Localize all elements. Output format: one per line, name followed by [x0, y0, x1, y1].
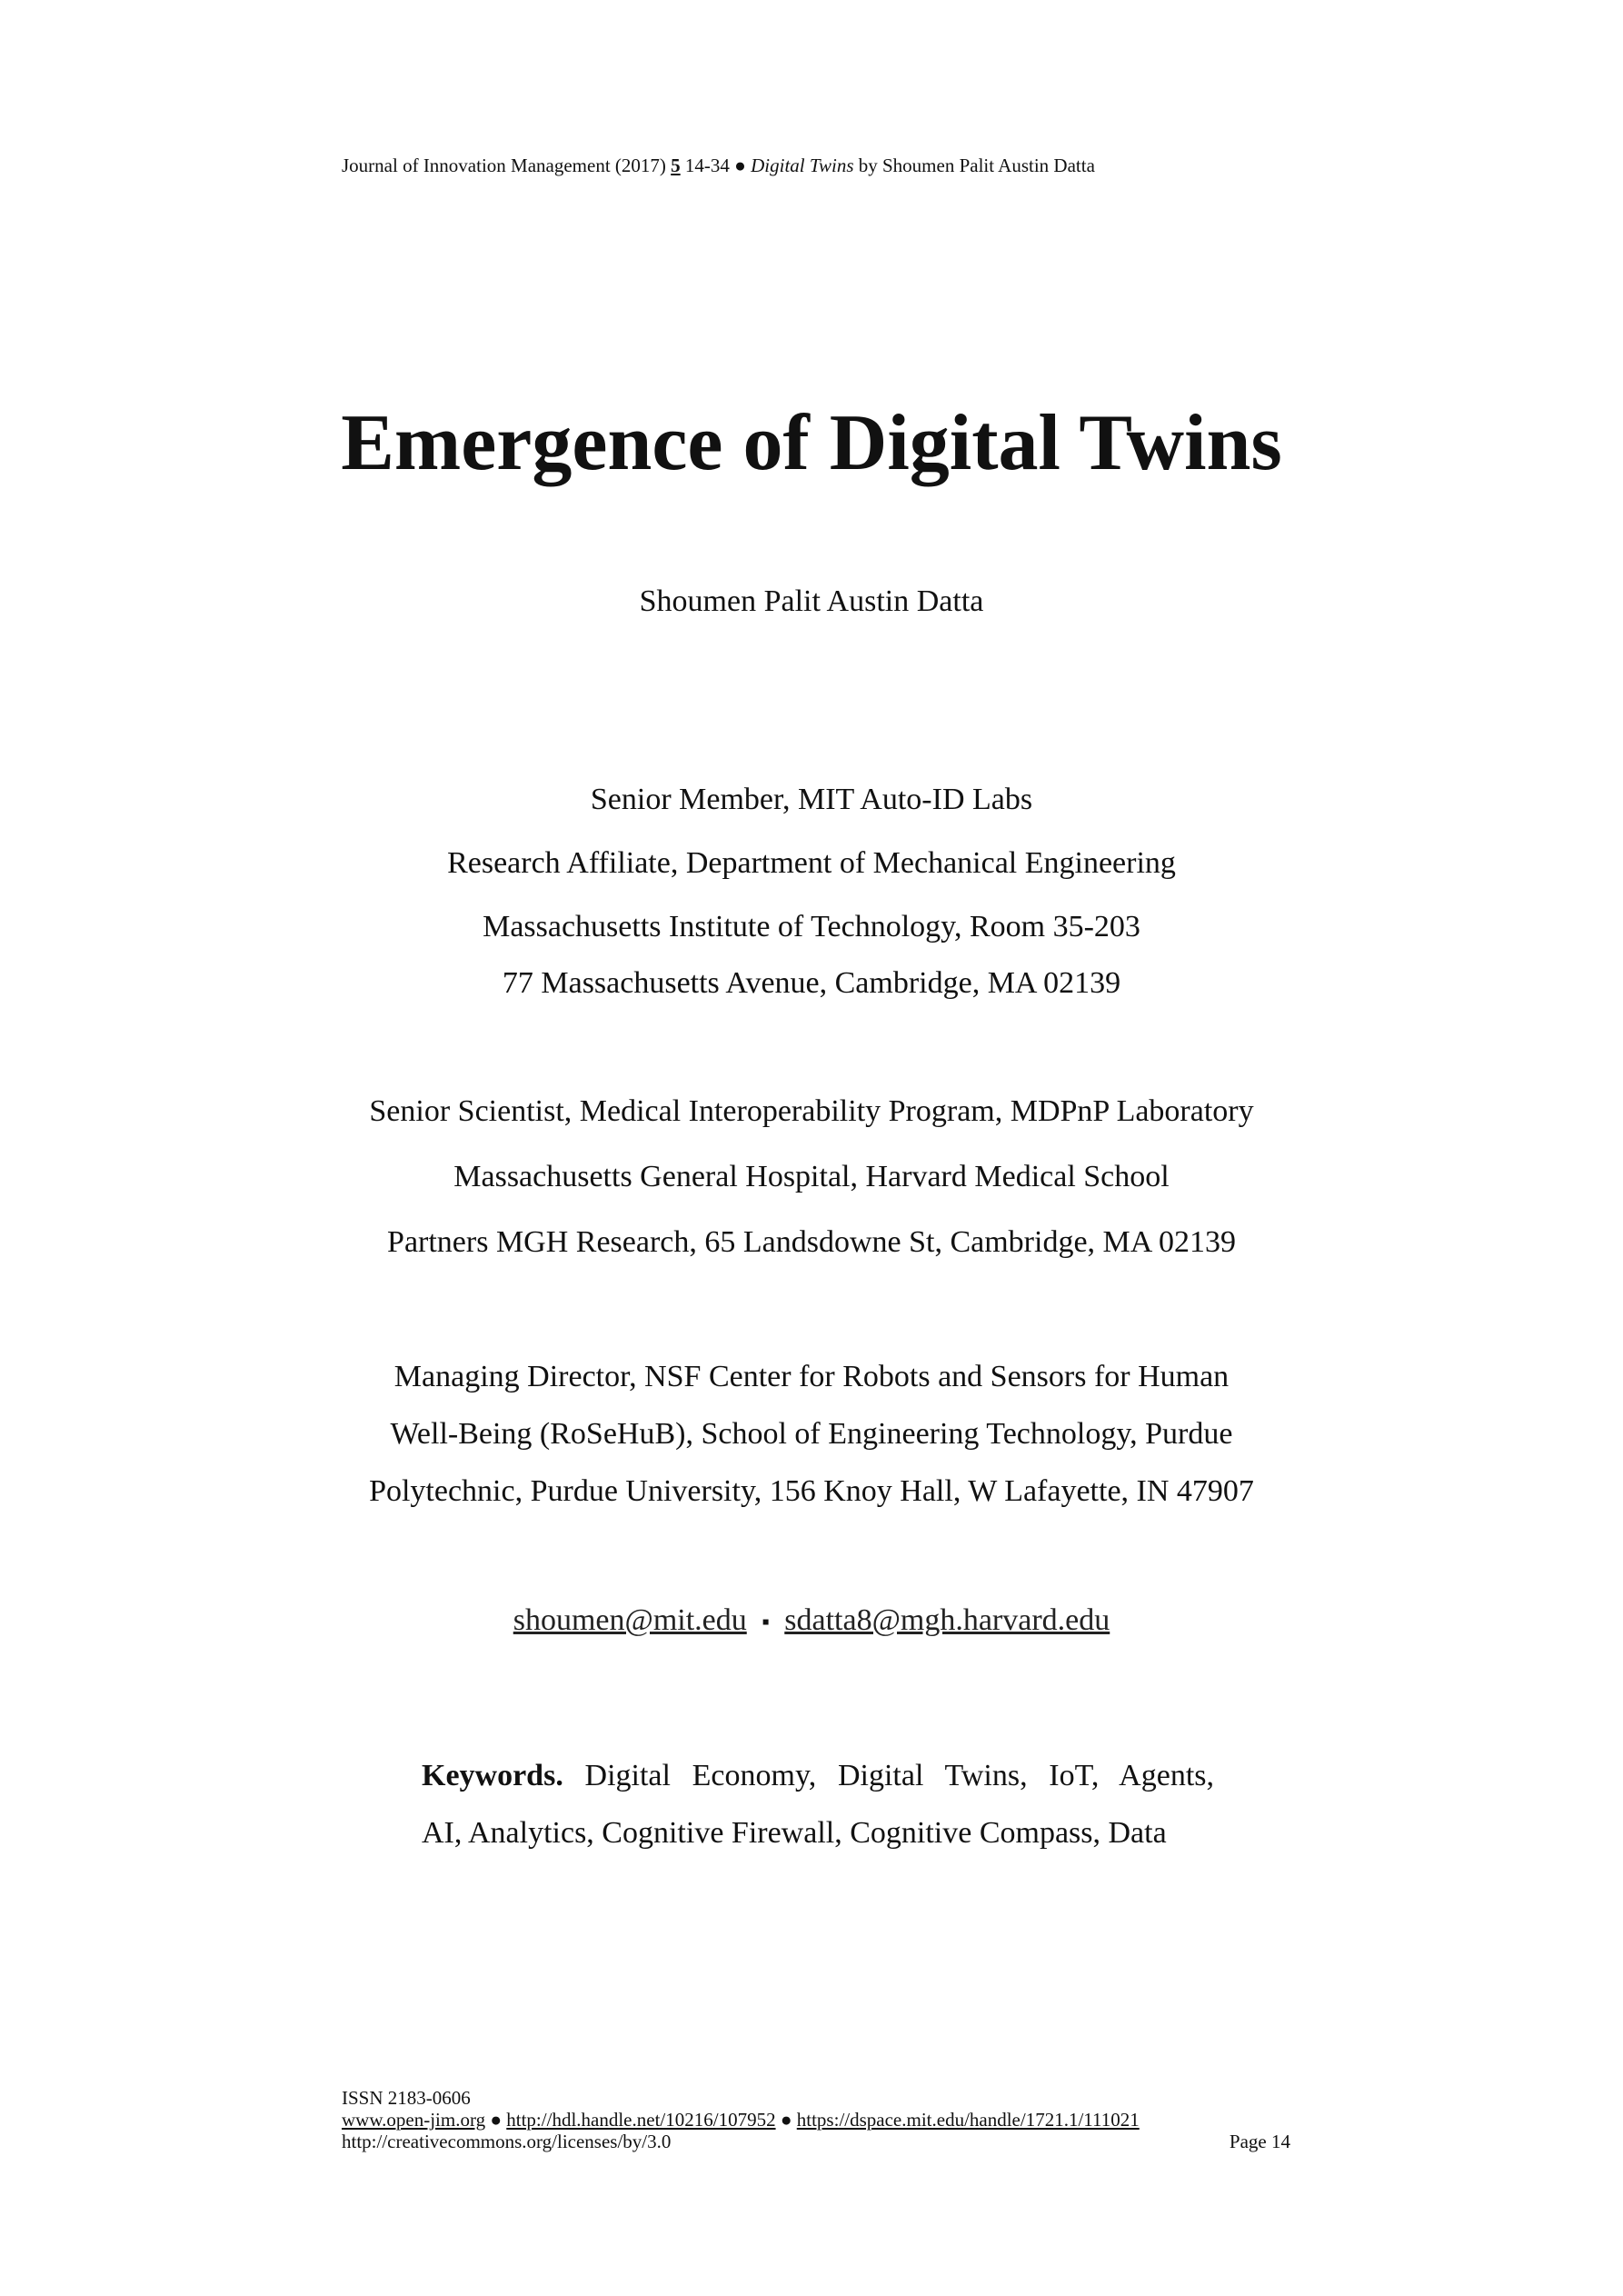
page-number: Page 14: [1229, 2131, 1290, 2152]
affiliation-line: Research Affiliate, Department of Mechanical Engineering: [447, 846, 1176, 880]
affiliation-line: Well-Being (RoSeHuB), School of Engineering Technology, Purdue: [390, 1417, 1233, 1451]
running-header: [342, 155, 1095, 177]
footer-license-row: [342, 2131, 1290, 2152]
affiliation-mit: [0, 783, 1623, 1001]
header-bullet: ●: [734, 155, 746, 176]
keywords-text-1: Digital Economy, Digital Twins, IoT, Agents,: [584, 1759, 1215, 1792]
affiliation-line: Senior Scientist, Medical Interoperability Program, MDPnP Laboratory: [369, 1094, 1254, 1128]
keywords-label: Keywords.: [422, 1759, 563, 1792]
author-name: Shoumen Palit Austin Datta: [639, 584, 984, 618]
affiliation-line: Partners MGH Research, 65 Landsdowne St, Cambridge, MA 02139: [387, 1225, 1236, 1259]
affiliation-mgh: [0, 1094, 1623, 1260]
page-footer: [342, 2087, 1290, 2152]
license-url: http://creativecommons.org/licenses/by/3.0: [342, 2131, 672, 2152]
header-author: by Shoumen Palit Austin Datta: [858, 155, 1095, 176]
author-emails: [0, 1603, 1623, 1638]
affiliation-line: Massachusetts Institute of Technology, Room 35-203: [483, 910, 1140, 943]
affiliation-line: 77 Massachusetts Avenue, Cambridge, MA 02139: [502, 966, 1121, 1000]
footer-bullet: ●: [490, 2109, 503, 2131]
keywords-line-2: AI, Analytics, Cognitive Firewall, Cognitive Compass, Data: [422, 1816, 1167, 1850]
footer-bullet: ●: [780, 2109, 792, 2131]
journal-pages: 14-34: [684, 155, 730, 176]
journal-volume: 5: [671, 155, 681, 176]
footer-links: [342, 2109, 1290, 2131]
email-link-mit[interactable]: shoumen@mit.edu: [513, 1603, 747, 1637]
keywords: [422, 1747, 1214, 1862]
affiliation-line: Polytechnic, Purdue University, 156 Knoy Hall, W Lafayette, IN 47907: [369, 1474, 1254, 1508]
paper-title: Emergence of Digital Twins: [341, 399, 1282, 487]
email-separator: ▪: [762, 1610, 770, 1634]
affiliation-line: Massachusetts General Hospital, Harvard Medical School: [453, 1160, 1170, 1193]
keywords-line-1: [422, 1747, 1214, 1804]
handle-link[interactable]: http://hdl.handle.net/10216/107952: [506, 2109, 776, 2131]
issn: ISSN 2183-0606: [342, 2087, 471, 2109]
journal-name: Journal of Innovation Management (2017): [342, 155, 666, 176]
email-link-mgh[interactable]: sdatta8@mgh.harvard.edu: [784, 1603, 1110, 1637]
affiliation-purdue: [0, 1360, 1623, 1509]
affiliation-line: Managing Director, NSF Center for Robots and Sensors for Human: [393, 1360, 1230, 1393]
journal-website-link[interactable]: www.open-jim.org: [342, 2109, 486, 2131]
affiliation-line: Senior Member, MIT Auto-ID Labs: [590, 783, 1033, 816]
dspace-link[interactable]: https://dspace.mit.edu/handle/1721.1/111021: [796, 2109, 1140, 2131]
header-short-title: Digital Twins: [751, 155, 854, 176]
